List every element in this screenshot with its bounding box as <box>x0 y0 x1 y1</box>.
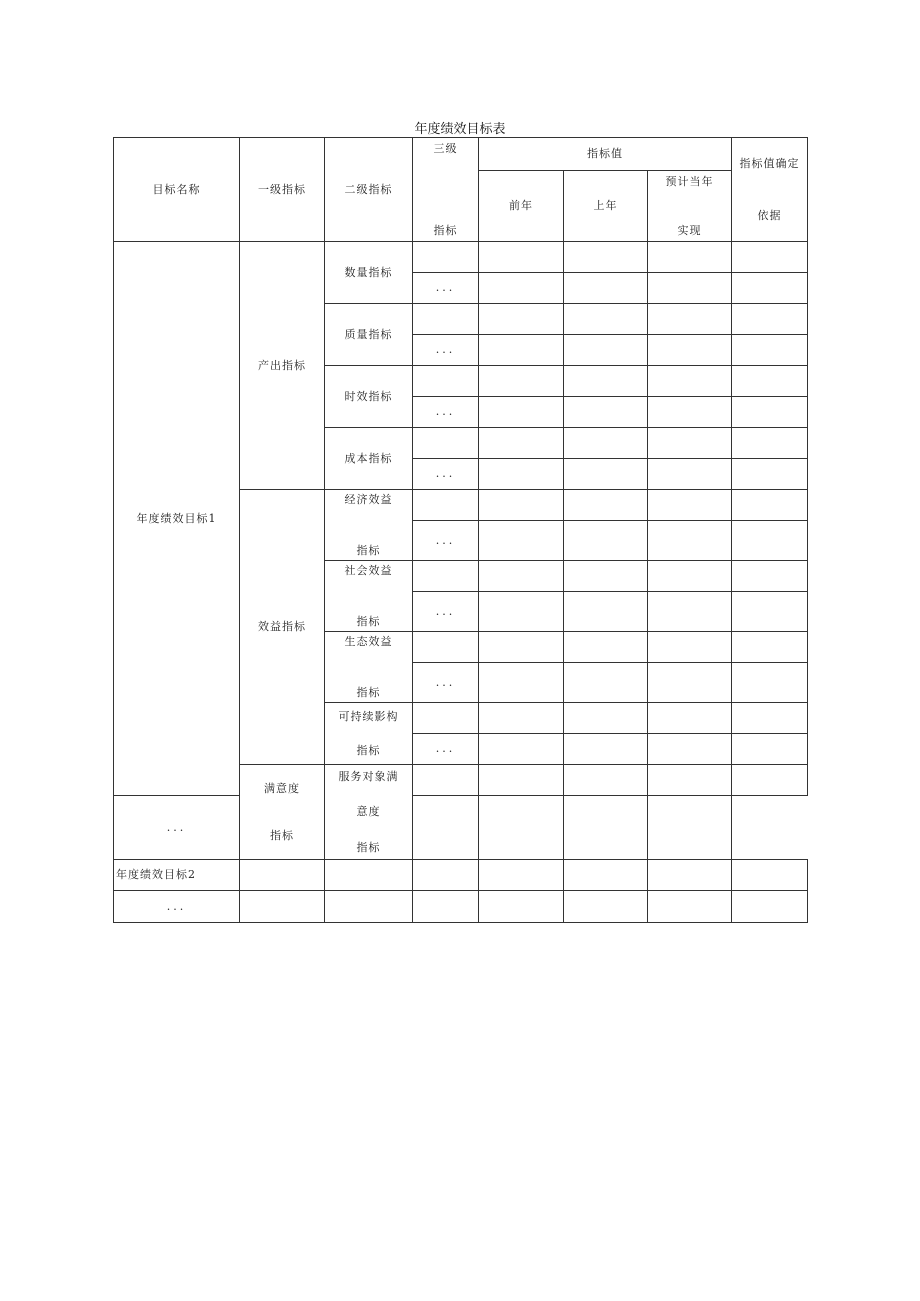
empty-cell <box>479 490 564 521</box>
empty-cell <box>648 592 732 632</box>
empty-cell <box>479 397 564 428</box>
empty-cell <box>648 273 732 304</box>
empty-cell <box>479 860 564 891</box>
empty-cell <box>564 490 648 521</box>
empty-cell <box>413 242 479 273</box>
social-benefit-indicator <box>325 561 413 632</box>
header-target-name: 目标名称 <box>114 138 240 242</box>
cost-indicator: 成本指标 <box>325 428 413 490</box>
benefit-indicator: 效益指标 <box>240 490 325 765</box>
empty-cell <box>479 632 564 663</box>
empty-cell <box>479 242 564 273</box>
header-basis-line2: 依据 <box>757 209 782 223</box>
empty-cell <box>479 304 564 335</box>
header-last-year: 上年 <box>564 171 648 242</box>
ellipsis-cell: ... <box>413 397 479 428</box>
empty-cell <box>732 366 808 397</box>
empty-cell <box>732 521 808 561</box>
header-basis <box>732 138 808 242</box>
quantity-indicator: 数量指标 <box>325 242 413 304</box>
header-prev-year: 前年 <box>479 171 564 242</box>
performance-target-table <box>113 137 808 923</box>
empty-cell <box>732 860 808 891</box>
empty-cell <box>648 860 732 891</box>
empty-cell <box>732 561 808 592</box>
empty-cell <box>479 734 564 765</box>
empty-cell <box>564 397 648 428</box>
header-indicator-value: 指标值 <box>479 138 732 171</box>
empty-cell <box>648 521 732 561</box>
ellipsis-cell: ... <box>413 592 479 632</box>
empty-cell <box>648 796 732 860</box>
empty-cell <box>732 242 808 273</box>
empty-cell <box>564 632 648 663</box>
ellipsis-cell: ... <box>413 459 479 490</box>
empty-cell <box>648 632 732 663</box>
empty-cell <box>413 561 479 592</box>
empty-cell <box>413 428 479 459</box>
empty-cell <box>564 663 648 703</box>
more-goals-ellipsis: ... <box>114 891 240 923</box>
empty-cell <box>732 891 808 923</box>
empty-cell <box>325 891 413 923</box>
empty-cell <box>648 459 732 490</box>
empty-cell <box>479 796 564 860</box>
eco-line2: 指标 <box>356 685 381 699</box>
empty-cell <box>479 561 564 592</box>
service-line3: 指标 <box>356 840 381 854</box>
timeliness-indicator: 时效指标 <box>325 366 413 428</box>
empty-cell <box>648 490 732 521</box>
empty-cell <box>648 335 732 366</box>
empty-cell <box>564 796 648 860</box>
empty-cell <box>648 304 732 335</box>
empty-cell <box>648 242 732 273</box>
social-line2: 指标 <box>356 614 381 628</box>
header-forecast <box>648 171 732 242</box>
empty-cell <box>479 459 564 490</box>
empty-cell <box>732 335 808 366</box>
empty-cell <box>479 273 564 304</box>
satisfaction-line1: 满意度 <box>264 782 300 795</box>
empty-cell <box>413 366 479 397</box>
economic-benefit-indicator <box>325 490 413 561</box>
empty-cell <box>240 891 325 923</box>
empty-cell <box>564 273 648 304</box>
header-level3-line1: 三级 <box>433 141 458 155</box>
service-satisfaction-indicator <box>325 765 413 860</box>
empty-cell <box>732 397 808 428</box>
ecological-benefit-indicator <box>325 632 413 703</box>
empty-cell <box>648 663 732 703</box>
empty-cell <box>732 632 808 663</box>
empty-cell <box>648 397 732 428</box>
empty-cell <box>413 632 479 663</box>
empty-cell <box>564 703 648 734</box>
empty-cell <box>564 428 648 459</box>
empty-cell <box>564 860 648 891</box>
social-line1: 社会效益 <box>344 564 393 577</box>
empty-cell <box>413 765 479 796</box>
header-level2: 二级指标 <box>325 138 413 242</box>
ellipsis-cell: ... <box>413 663 479 703</box>
empty-cell <box>648 765 732 796</box>
empty-cell <box>732 592 808 632</box>
empty-cell <box>479 521 564 561</box>
sustain-line1: 可持续影构 <box>338 709 399 723</box>
empty-cell <box>732 490 808 521</box>
empty-cell <box>732 304 808 335</box>
empty-cell <box>564 734 648 765</box>
empty-cell <box>479 663 564 703</box>
header-basis-line1: 指标值确定 <box>739 156 800 170</box>
empty-cell <box>648 734 732 765</box>
empty-cell <box>240 860 325 891</box>
empty-cell <box>648 366 732 397</box>
header-level1: 一级指标 <box>240 138 325 242</box>
sustainability-indicator <box>325 703 413 765</box>
empty-cell <box>479 335 564 366</box>
eco-line1: 生态效益 <box>344 635 393 648</box>
ellipsis-cell: ... <box>413 273 479 304</box>
empty-cell <box>732 734 808 765</box>
ellipsis-cell: ... <box>114 796 240 860</box>
empty-cell <box>325 860 413 891</box>
empty-cell <box>732 459 808 490</box>
empty-cell <box>479 592 564 632</box>
satisfaction-line2: 指标 <box>270 828 294 842</box>
ellipsis-cell: ... <box>413 734 479 765</box>
empty-cell <box>479 891 564 923</box>
empty-cell <box>564 366 648 397</box>
sustain-line2: 指标 <box>356 744 381 758</box>
empty-cell <box>413 490 479 521</box>
empty-cell <box>648 891 732 923</box>
table-title: 年度绩效目标表 <box>414 122 506 137</box>
header-level3 <box>413 138 479 242</box>
empty-cell <box>479 703 564 734</box>
quality-indicator: 质量指标 <box>325 304 413 366</box>
empty-cell <box>413 796 479 860</box>
empty-cell <box>413 891 479 923</box>
empty-cell <box>732 703 808 734</box>
empty-cell <box>564 592 648 632</box>
empty-cell <box>564 304 648 335</box>
empty-cell <box>564 242 648 273</box>
empty-cell <box>732 663 808 703</box>
economic-line2: 指标 <box>356 543 381 557</box>
output-indicator: 产出指标 <box>240 242 325 490</box>
empty-cell <box>732 428 808 459</box>
empty-cell <box>479 366 564 397</box>
empty-cell <box>479 765 564 796</box>
empty-cell <box>648 703 732 734</box>
empty-cell <box>564 335 648 366</box>
empty-cell <box>479 428 564 459</box>
empty-cell <box>732 273 808 304</box>
service-line2: 意度 <box>356 805 381 819</box>
empty-cell <box>413 703 479 734</box>
empty-cell <box>413 304 479 335</box>
empty-cell <box>413 860 479 891</box>
empty-cell <box>564 561 648 592</box>
economic-line1: 经济效益 <box>344 493 393 506</box>
empty-cell <box>564 459 648 490</box>
empty-cell <box>732 765 808 796</box>
empty-cell <box>648 428 732 459</box>
empty-cell <box>648 561 732 592</box>
header-level3-line2: 指标 <box>433 224 458 238</box>
satisfaction-indicator <box>240 765 325 860</box>
goal2-cell: 年度绩效目标2 <box>114 860 240 891</box>
service-line1: 服务对象满 <box>338 770 399 783</box>
empty-cell <box>564 521 648 561</box>
ellipsis-cell: ... <box>413 521 479 561</box>
goal1-cell: 年度绩效目标1 <box>114 242 240 796</box>
header-forecast-line2: 实现 <box>677 223 702 237</box>
header-forecast-line1: 预计当年 <box>665 175 714 188</box>
ellipsis-cell: ... <box>413 335 479 366</box>
empty-cell <box>564 765 648 796</box>
empty-cell <box>564 891 648 923</box>
